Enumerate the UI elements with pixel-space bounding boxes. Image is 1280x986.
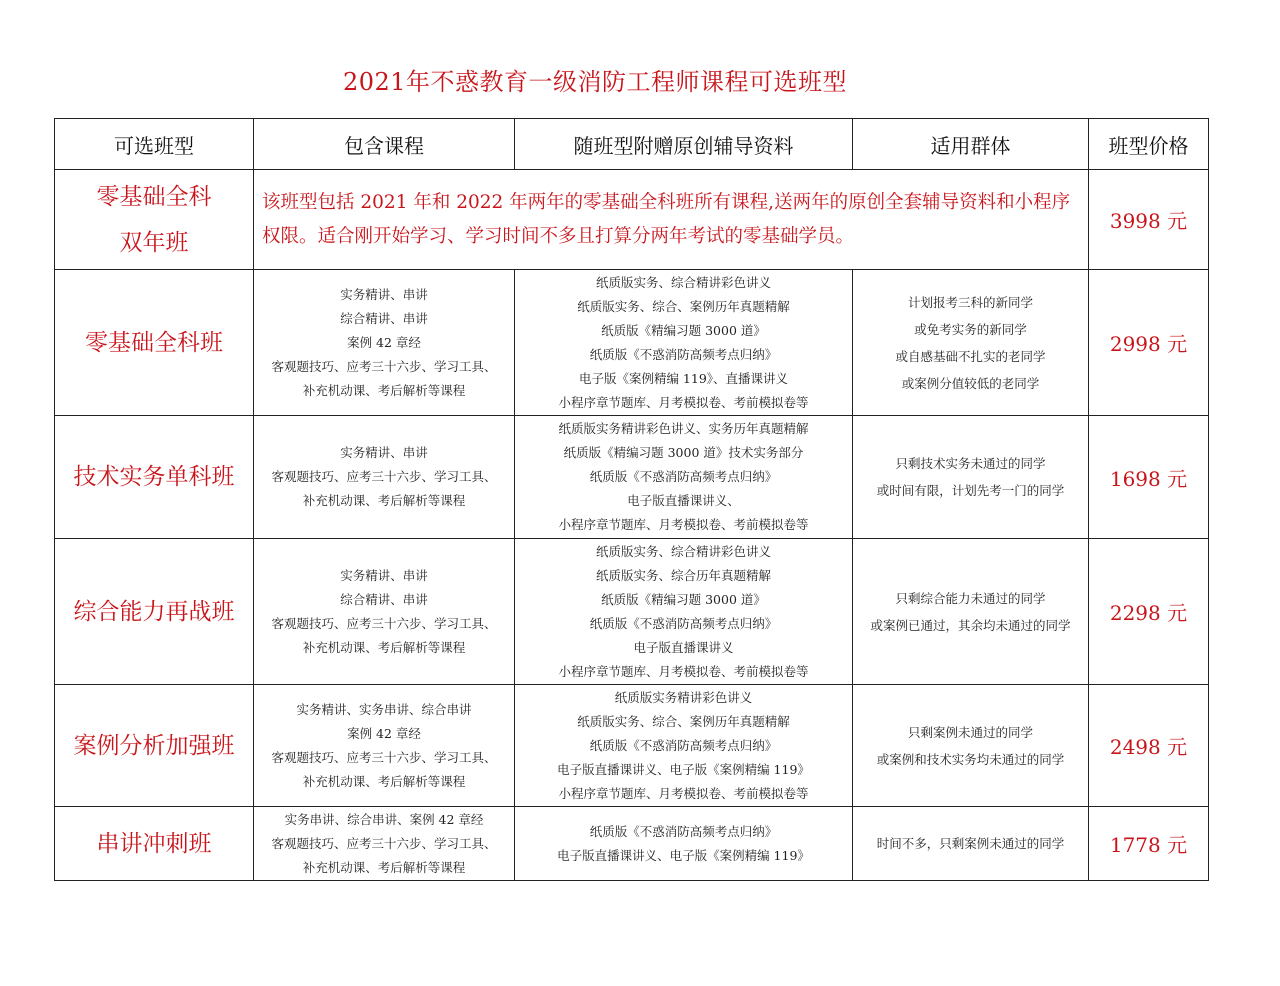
course-line: 实务精讲、串讲: [340, 286, 428, 302]
materials-cell: [515, 416, 853, 539]
audience-cell: [853, 539, 1089, 685]
header-audience: 适用群体: [853, 119, 1089, 170]
audience-line: 时间不多，只剩案例未通过的同学: [876, 835, 1065, 851]
audience-line: 或案例分值较低的老同学: [901, 375, 1040, 391]
courses-cell: [254, 416, 515, 539]
plan-name: 零基础全科班: [55, 270, 254, 416]
material-line: 纸质版《不惑消防高频考点归纳》: [589, 823, 778, 839]
material-line: 纸质版实务、综合、案例历年真题精解: [577, 298, 790, 314]
audience-line: 或案例已通过，其余均未通过的同学: [870, 617, 1071, 633]
course-line: 案例 42 章经: [347, 725, 421, 741]
featured-row: [55, 170, 1209, 270]
audience-cell: [853, 807, 1089, 881]
audience-cell: [853, 685, 1089, 807]
audience-line: 或免考实务的新同学: [914, 321, 1027, 337]
material-line: 纸质版实务、综合、案例历年真题精解: [577, 713, 790, 729]
course-line: 实务精讲、串讲: [340, 445, 428, 460]
header-price: 班型价格: [1089, 119, 1209, 170]
table-row: [55, 416, 1209, 539]
materials-cell: [515, 807, 853, 881]
course-line: 补充机动课、考后解析等课程: [302, 859, 466, 875]
featured-plan-name-line: 零基础全科: [96, 183, 212, 210]
audience-cell: [853, 270, 1089, 416]
material-line: 纸质版实务、综合精讲彩色讲义: [595, 543, 771, 559]
material-line: 电子版《案例精编 119》、直播课讲义: [578, 370, 789, 386]
plan-name: 串讲冲刺班: [55, 807, 254, 881]
audience-cell: [853, 416, 1089, 539]
course-line: 补充机动课、考后解析等课程: [302, 382, 466, 398]
plans-table: [54, 118, 1209, 881]
courses-cell: [254, 270, 515, 416]
plan-price: 1698 元: [1089, 416, 1209, 539]
header-courses: 包含课程: [254, 119, 515, 170]
material-line: 小程序章节题库、月考模拟卷、考前模拟卷等: [558, 785, 809, 801]
featured-plan-description: 该班型包括 2021 年和 2022 年两年的零基础全科班所有课程,送两年的原创全套辅导资料和小程序权限。适合刚开始学习、学习时间不多且打算分两年考试的零基础学员。: [254, 170, 1089, 270]
material-line: 纸质版《不惑消防高频考点归纳》: [589, 615, 778, 631]
course-line: 客观题技巧、应考三十六步、学习工具、: [271, 835, 497, 851]
materials-cell: [515, 270, 853, 416]
course-line: 实务精讲、串讲: [340, 567, 428, 583]
table-row: [55, 539, 1209, 685]
table-row: [55, 807, 1209, 881]
featured-plan-name-line: 双年班: [119, 229, 189, 256]
plan-price: 1778 元: [1089, 807, 1209, 881]
course-line: 客观题技巧、应考三十六步、学习工具、: [271, 749, 497, 765]
course-line: 综合精讲、串讲: [340, 591, 428, 607]
table-row: [55, 270, 1209, 416]
material-line: 纸质版实务精讲彩色讲义、实务历年真题精解: [558, 421, 809, 436]
courses-cell: [254, 539, 515, 685]
courses-cell: [254, 807, 515, 881]
course-line: 实务精讲、实务串讲、综合串讲: [296, 701, 472, 717]
material-line: 小程序章节题库、月考模拟卷、考前模拟卷等: [558, 394, 809, 410]
course-line: 补充机动课、考后解析等课程: [302, 639, 466, 655]
plan-name: 综合能力再战班: [55, 539, 254, 685]
material-line: 纸质版《精编习题 3000 道》: [601, 591, 766, 607]
audience-line: 只剩技术实务未通过的同学: [895, 456, 1046, 471]
material-line: 纸质版《不惑消防高频考点归纳》: [589, 737, 778, 753]
material-line: 纸质版《精编习题 3000 道》: [601, 322, 766, 338]
material-line: 纸质版《不惑消防高频考点归纳》: [589, 469, 778, 484]
material-line: 纸质版实务、综合精讲彩色讲义: [595, 274, 771, 290]
material-line: 小程序章节题库、月考模拟卷、考前模拟卷等: [558, 663, 809, 679]
audience-line: 只剩综合能力未通过的同学: [895, 590, 1046, 606]
audience-line: 或时间有限，计划先考一门的同学: [876, 483, 1065, 498]
header-plan-type: 可选班型: [55, 119, 254, 170]
material-line: 纸质版实务精讲彩色讲义: [614, 689, 753, 705]
header-materials: 随班型附赠原创辅导资料: [515, 119, 853, 170]
featured-plan-price: 3998 元: [1089, 170, 1209, 270]
plan-price: 2998 元: [1089, 270, 1209, 416]
material-line: 电子版直播课讲义、: [627, 493, 740, 508]
materials-cell: [515, 539, 853, 685]
page-title: 2021年不惑教育一级消防工程师课程可选班型: [342, 68, 848, 96]
courses-cell: [254, 685, 515, 807]
course-line: 实务串讲、综合串讲、案例 42 章经: [284, 811, 484, 827]
plan-price: 2498 元: [1089, 685, 1209, 807]
header-row: [55, 119, 1209, 170]
course-line: 客观题技巧、应考三十六步、学习工具、: [271, 469, 497, 484]
audience-line: 或案例和技术实务均未通过的同学: [876, 751, 1065, 767]
material-line: 小程序章节题库、月考模拟卷、考前模拟卷等: [558, 517, 809, 532]
audience-line: 计划报考三科的新同学: [907, 294, 1033, 310]
material-line: 电子版直播课讲义、电子版《案例精编 119》: [557, 847, 810, 863]
course-line: 客观题技巧、应考三十六步、学习工具、: [271, 358, 497, 374]
plan-name: 技术实务单科班: [55, 416, 254, 539]
material-line: 电子版直播课讲义、电子版《案例精编 119》: [557, 761, 810, 777]
material-line: 纸质版《不惑消防高频考点归纳》: [589, 346, 778, 362]
course-line: 案例 42 章经: [347, 334, 421, 350]
table-row: [55, 685, 1209, 807]
material-line: 电子版直播课讲义: [633, 639, 734, 655]
audience-line: 只剩案例未通过的同学: [907, 724, 1033, 740]
audience-line: 或自感基础不扎实的老同学: [895, 348, 1046, 364]
plan-name: 案例分析加强班: [55, 685, 254, 807]
course-line: 综合精讲、串讲: [340, 310, 428, 326]
course-line: 补充机动课、考后解析等课程: [302, 493, 466, 508]
course-line: 客观题技巧、应考三十六步、学习工具、: [271, 615, 497, 631]
course-line: 补充机动课、考后解析等课程: [302, 773, 466, 789]
material-line: 纸质版《精编习题 3000 道》技术实务部分: [563, 445, 804, 460]
material-line: 纸质版实务、综合历年真题精解: [595, 567, 771, 583]
plan-price: 2298 元: [1089, 539, 1209, 685]
featured-plan-name: [55, 170, 254, 270]
materials-cell: [515, 685, 853, 807]
